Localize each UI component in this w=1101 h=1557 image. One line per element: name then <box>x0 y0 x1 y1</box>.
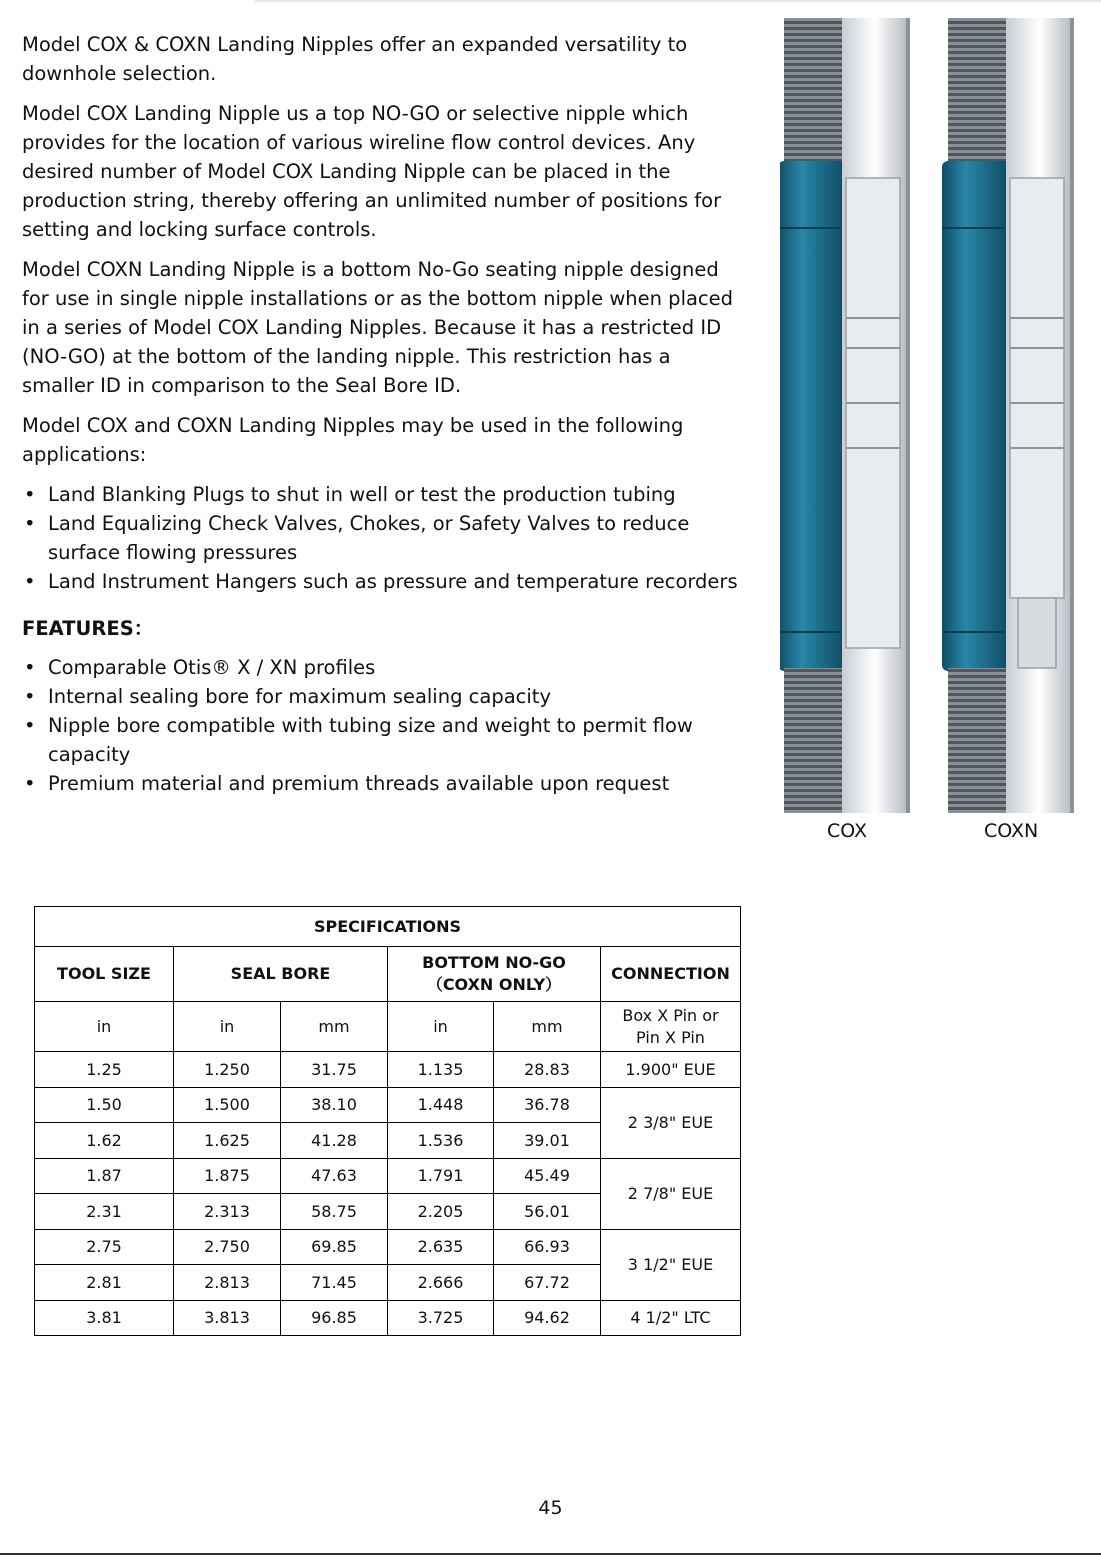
table-cell: 36.78 <box>494 1088 601 1123</box>
table-cell: 58.75 <box>281 1194 388 1230</box>
header-bottom-no-go-label: BOTTOM NO-GO <box>422 953 566 972</box>
features-list <box>22 653 747 798</box>
unit-cell: in <box>35 1002 174 1052</box>
top-rule <box>255 0 1101 2</box>
table-cell: 3.725 <box>388 1301 494 1336</box>
list-item: • Nipple bore compatible with tubing size and weight to permit flow capacity <box>22 711 747 769</box>
connection-cell: 1.900" EUE <box>601 1052 741 1088</box>
table-row <box>35 1230 741 1265</box>
table-row <box>35 1052 741 1088</box>
table-cell: 1.625 <box>174 1123 281 1159</box>
list-item: • Land Blanking Plugs to shut in well or test the production tubing <box>22 480 747 509</box>
table-cell: 31.75 <box>281 1052 388 1088</box>
table-row <box>35 1088 741 1123</box>
cox-tool-graphic <box>780 18 910 813</box>
connection-cell: 4 1/2" LTC <box>601 1301 741 1336</box>
list-item: • Land Instrument Hangers such as pressure and temperature recorders <box>22 567 747 596</box>
table-cell: 2.666 <box>388 1265 494 1301</box>
connection-cell: 3 1/2" EUE <box>601 1230 741 1301</box>
header-tool-size: TOOL SIZE <box>35 947 174 1002</box>
bottom-rule <box>0 1553 1101 1555</box>
table-cell: 41.28 <box>281 1123 388 1159</box>
table-header-row <box>35 947 741 1002</box>
table-cell: 3.813 <box>174 1301 281 1336</box>
caption-cox: COX <box>827 820 868 842</box>
table-cell: 47.63 <box>281 1159 388 1194</box>
specifications-table <box>34 906 741 1336</box>
table-cell: 2.750 <box>174 1230 281 1265</box>
paragraph-intro: Model COX & COXN Landing Nipples offer an expanded versatility to downhole selection. <box>22 33 688 85</box>
unit-cell: in <box>174 1002 281 1052</box>
table-cell: 1.25 <box>35 1052 174 1088</box>
table-cell: 56.01 <box>494 1194 601 1230</box>
table-cell: 1.250 <box>174 1052 281 1088</box>
table-cell: 1.448 <box>388 1088 494 1123</box>
coxn-tool-graphic <box>942 18 1074 813</box>
table-cell: 69.85 <box>281 1230 388 1265</box>
header-seal-bore: SEAL BORE <box>174 947 388 1002</box>
table-title-row <box>35 907 741 947</box>
table-cell: 2.205 <box>388 1194 494 1230</box>
table-cell: 1.536 <box>388 1123 494 1159</box>
table-cell: 2.313 <box>174 1194 281 1230</box>
header-bottom-no-go-note: （COXN ONLY） <box>426 975 562 994</box>
caption-coxn: COXN <box>984 820 1039 842</box>
table-cell: 66.93 <box>494 1230 601 1265</box>
header-bottom-no-go <box>388 947 601 1002</box>
table-cell: 1.135 <box>388 1052 494 1088</box>
list-item: • Land Equalizing Check Valves, Chokes, or Safety Valves to reduce surface flowing pressures <box>22 509 747 567</box>
paragraph-coxn: Model COXN Landing Nipple is a bottom No-Go seating nipple designed for use in single nipple installations or as the bottom nipple when placed in a series of Model COX Landing Nipples. Because it has a restricted ID (NO-GO) at the bottom of the landing nipple. This restriction has a smaller ID in comparison to the Seal Bore ID. <box>22 258 734 397</box>
table-cell: 2.31 <box>35 1194 174 1230</box>
unit-cell: mm <box>494 1002 601 1052</box>
table-cell: 28.83 <box>494 1052 601 1088</box>
table-cell: 1.62 <box>35 1123 174 1159</box>
table-cell: 1.87 <box>35 1159 174 1194</box>
paragraph-applications-intro: Model COX and COXN Landing Nipples may be used in the following applications: <box>22 414 684 466</box>
table-units-row <box>35 1002 741 1052</box>
table-cell: 1.500 <box>174 1088 281 1123</box>
applications-list <box>22 480 747 596</box>
table-cell: 1.875 <box>174 1159 281 1194</box>
table-row <box>35 1301 741 1336</box>
table-cell: 1.50 <box>35 1088 174 1123</box>
table-cell: 3.81 <box>35 1301 174 1336</box>
table-cell: 2.813 <box>174 1265 281 1301</box>
table-cell: 39.01 <box>494 1123 601 1159</box>
header-connection: CONNECTION <box>601 947 741 1002</box>
table-cell: 2.635 <box>388 1230 494 1265</box>
table-row <box>35 1159 741 1194</box>
table-title: SPECIFICATIONS <box>35 907 741 947</box>
list-item: • Premium material and premium threads available upon request <box>22 769 747 798</box>
table-cell: 1.791 <box>388 1159 494 1194</box>
table-cell: 96.85 <box>281 1301 388 1336</box>
table-cell: 38.10 <box>281 1088 388 1123</box>
table-cell: 94.62 <box>494 1301 601 1336</box>
connection-cell: 2 7/8" EUE <box>601 1159 741 1230</box>
connection-cell: 2 3/8" EUE <box>601 1088 741 1159</box>
page-number: 45 <box>538 1497 563 1519</box>
landing-nipple-illustration <box>780 18 1080 813</box>
table-cell: 67.72 <box>494 1265 601 1301</box>
table-cell: 2.75 <box>35 1230 174 1265</box>
features-heading: FEATURES： <box>22 617 154 640</box>
table-cell: 2.81 <box>35 1265 174 1301</box>
description-column <box>22 30 747 810</box>
unit-cell-connection: Box X Pin or Pin X Pin <box>601 1002 741 1052</box>
table-cell: 71.45 <box>281 1265 388 1301</box>
table-cell: 45.49 <box>494 1159 601 1194</box>
unit-cell: in <box>388 1002 494 1052</box>
list-item: • Internal sealing bore for maximum sealing capacity <box>22 682 747 711</box>
paragraph-cox: Model COX Landing Nipple us a top NO-GO or selective nipple which provides for the location of various wireline flow control devices. Any desired number of Model COX Landing Nipple can be placed in the production string, thereby offering an unlimited number of positions for setting and locking surface controls. <box>22 102 722 241</box>
unit-cell: mm <box>281 1002 388 1052</box>
list-item: • Comparable Otis® X / XN profiles <box>22 653 747 682</box>
